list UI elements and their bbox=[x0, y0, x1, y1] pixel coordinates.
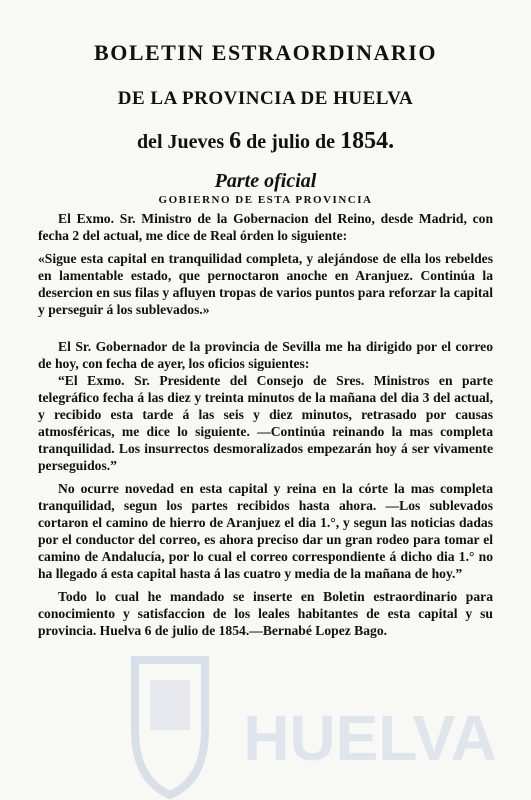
paragraph: El Exmo. Sr. Ministro de la Gobernacion del Reino, desde Madrid, con fecha 2 del actual, me dice de Real órden lo siguiente: bbox=[38, 211, 493, 243]
paragraph: No ocurre novedad en esta capital y reina en la córte la mas completa tranquilidad, segun los partes recibidos hasta ahora. —Los sublevados cortaron el camino de hierro de Aranjuez el dia 1.°, y segun las noticias dadas por el conductor del correo, es ahora preciso dar un gran rodeo para tomar el camino de Andalucía, por lo cual el correo correspondiente á dicho dia 1.° no ha llegado á esta capital hasta á las cuatro y media de la mañana de hoy.” bbox=[38, 481, 493, 581]
issue-date bbox=[0, 128, 531, 155]
date-day: 6 bbox=[229, 128, 242, 154]
page-subtitle: DE LA PROVINCIA DE HUELVA bbox=[117, 88, 414, 109]
date-year: 1854. bbox=[340, 128, 395, 154]
archive-watermark bbox=[120, 640, 520, 800]
document-body bbox=[38, 210, 493, 639]
date-mid: de julio de bbox=[241, 131, 341, 153]
paragraph: El Sr. Gobernador de la provincia de Sevilla me ha dirigido por el correo de hoy, con fecha de ayer, los oficios siguientes: bbox=[38, 339, 493, 371]
date-prefix: del Jueves bbox=[136, 131, 230, 153]
quoted-paragraph: “El Exmo. Sr. Presidente del Consejo de Sres. Ministros en parte telegráfico fecha á las diez y treinta minutos de la mañana del dia 3 del actual, y recibido esta tarde á las seis y diez minutos, retrasado por causas atmosféricas, me dice lo siguiente. —Continúa reinando la mas completa tranquilidad. Los insurrectos desmoralizados empezarán hoy á ser vivamente perseguidos.” bbox=[38, 373, 493, 473]
coat-of-arms-icon bbox=[135, 660, 205, 795]
page-title: BOLETIN ESTRAORDINARIO bbox=[94, 40, 437, 65]
quoted-paragraph: «Sigue esta capital en tranquilidad completa, y alejándose de ella los rebeldes en lamentable estado, que pernoctaron anoche en Aranjuez. Continúa la desercion en sus filas y afluyen tropas de varios puntos para reforzar la capital y perseguir á los sublevados.» bbox=[38, 251, 493, 317]
section-subheading: GOBIERNO DE ESTA PROVINCIA bbox=[158, 194, 373, 206]
closing-paragraph: Todo lo cual he mandado se inserte en Boletin estraordinario para conocimiento y satisfaccion de los leales habitantes de esta capital y su provincia. Huelva 6 de julio de 1854.—Bernabé Lopez Bago. bbox=[38, 589, 493, 638]
section-heading: Parte oficial bbox=[214, 170, 317, 192]
watermark-text: HUELVA bbox=[243, 702, 497, 774]
